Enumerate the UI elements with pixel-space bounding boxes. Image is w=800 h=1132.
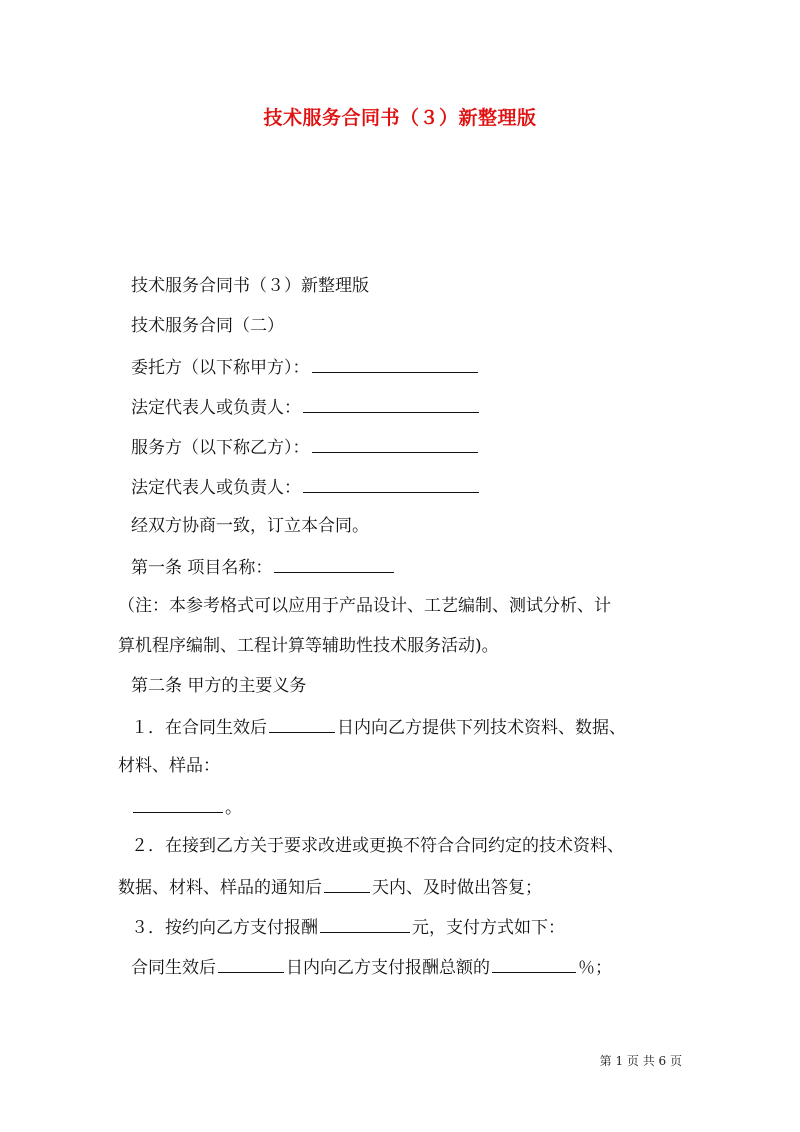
agreement-line: 经双方协商一致，订立本合同。: [131, 516, 369, 536]
party-b-rep-label: 法定代表人或负责人：: [131, 478, 301, 498]
clause-1-text-a: １．在合同生效后: [131, 718, 267, 738]
payment-days-blank[interactable]: [218, 948, 284, 973]
party-a-rep-label: 法定代表人或负责人：: [131, 398, 301, 418]
clause-2-cont: [118, 868, 684, 908]
clause-2-days-blank[interactable]: [324, 868, 370, 893]
note-line-2: 算机程序编制、工程计算等辅助性技术服务活动)。: [118, 636, 499, 656]
fee-amount-blank[interactable]: [320, 908, 410, 933]
note-line-1: （注：本参考格式可以应用于产品设计、工艺编制、测试分析、计: [118, 596, 611, 616]
materials-period: 。: [225, 798, 242, 818]
clause-3-line: [118, 908, 684, 948]
clause-3-text-a: ３．按约向乙方支付报酬: [131, 918, 318, 938]
party-a-line: [118, 348, 684, 388]
article-1-label: 第一条 项目名称：: [131, 558, 273, 578]
clause-3-text-b: 元，支付方式如下：: [412, 918, 565, 938]
article-1-line: [118, 548, 684, 588]
page-title: 技术服务合同书（３）新整理版: [263, 107, 537, 129]
project-name-blank[interactable]: [274, 548, 394, 573]
clause-1-days-blank[interactable]: [269, 708, 335, 733]
payment-text-a: 合同生效后: [131, 958, 216, 978]
subheading-line: 技术服务合同（二）: [131, 316, 284, 336]
party-a-blank[interactable]: [312, 348, 478, 373]
payment-percent-blank[interactable]: [492, 948, 576, 973]
clause-1-text-b: 日内向乙方提供下列技术资料、数据、: [337, 718, 626, 738]
materials-line: [118, 788, 684, 828]
party-b-label: 服务方（以下称乙方）：: [131, 438, 310, 458]
page-footer: 第 1 页 共 6 页: [599, 1054, 682, 1068]
contract-body: [118, 268, 684, 988]
article-2-heading: 第二条 甲方的主要义务: [131, 676, 307, 696]
party-a-rep-blank[interactable]: [303, 388, 479, 413]
clause-2-text-b: 天内、及时做出答复；: [372, 878, 542, 898]
clause-2-text-a: 数据、材料、样品的通知后: [118, 878, 322, 898]
payment-line: [118, 948, 684, 988]
clause-1-cont: 材料、样品：: [118, 756, 220, 776]
payment-text-b: 日内向乙方支付报酬总额的: [286, 958, 490, 978]
party-a-label: 委托方（以下称甲方）：: [131, 358, 310, 378]
party-b-rep-line: [118, 468, 684, 508]
party-b-rep-blank[interactable]: [303, 468, 479, 493]
party-a-rep-line: [118, 388, 684, 428]
clause-1-line: [118, 708, 684, 748]
clause-2-line: ２．在接到乙方关于要求改进或更换不符合合同约定的技术资料、: [131, 836, 624, 856]
materials-blank[interactable]: [133, 788, 223, 813]
party-b-line: [118, 428, 684, 468]
party-b-blank[interactable]: [312, 428, 478, 453]
heading-line: 技术服务合同书（３）新整理版: [131, 276, 369, 296]
payment-text-c: ％；: [578, 958, 612, 978]
